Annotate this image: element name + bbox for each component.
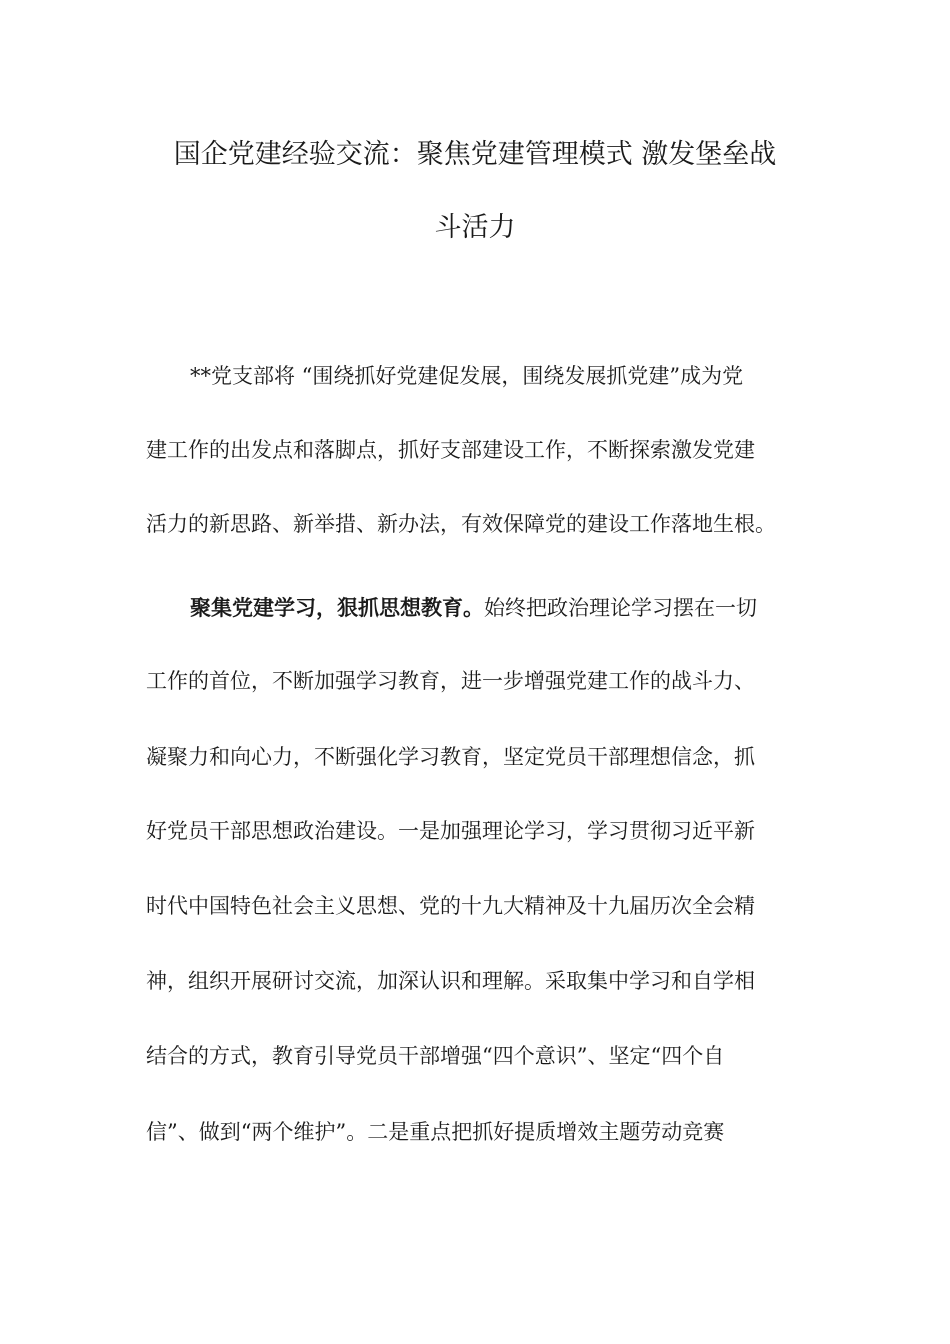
paragraph-2-first-line-text: 始终把政治理论学习摆在一切 (484, 596, 757, 620)
document-title-line-1: 国企党建经验交流：聚焦党建管理模式 激发堡垒战 (173, 139, 777, 170)
paragraph-2-line-8: 信”、做到“两个维护”。二是重点把抓好提质增效主题劳动竞赛 (146, 1120, 725, 1144)
document-title-line-2: 斗活力 (434, 212, 516, 243)
paragraph-2-line-4: 好党员干部思想政治建设。一是加强理论学习，学习贯彻习近平新 (146, 819, 755, 843)
paragraph-2-line-6: 神，组织开展研讨交流，加深认识和理解。采取集中学习和自学相 (146, 969, 755, 993)
paragraph-1-line-2: 建工作的出发点和落脚点，抓好支部建设工作，不断探索激发党建 (146, 438, 755, 462)
paragraph-2-line-3: 凝聚力和向心力，不断强化学习教育，坚定党员干部理想信念，抓 (146, 745, 755, 769)
paragraph-2-line-1 (190, 593, 757, 623)
paragraph-1-line-1: **党支部将 “围绕抓好党建促发展，围绕发展抓党建”成为党 (190, 364, 744, 388)
paragraph-1-line-3: 活力的新思路、新举措、新办法，有效保障党的建设工作落地生根。 (146, 512, 776, 536)
paragraph-2-line-5: 时代中国特色社会主义思想、党的十九大精神及十九届历次全会精 (146, 894, 755, 918)
paragraph-2-line-7: 结合的方式，教育引导党员干部增强“四个意识”、坚定“四个自 (146, 1044, 725, 1068)
paragraph-2-line-2: 工作的首位，不断加强学习教育，进一步增强党建工作的战斗力、 (146, 669, 755, 693)
paragraph-2-heading: 聚集党建学习，狠抓思想教育。 (190, 596, 484, 620)
